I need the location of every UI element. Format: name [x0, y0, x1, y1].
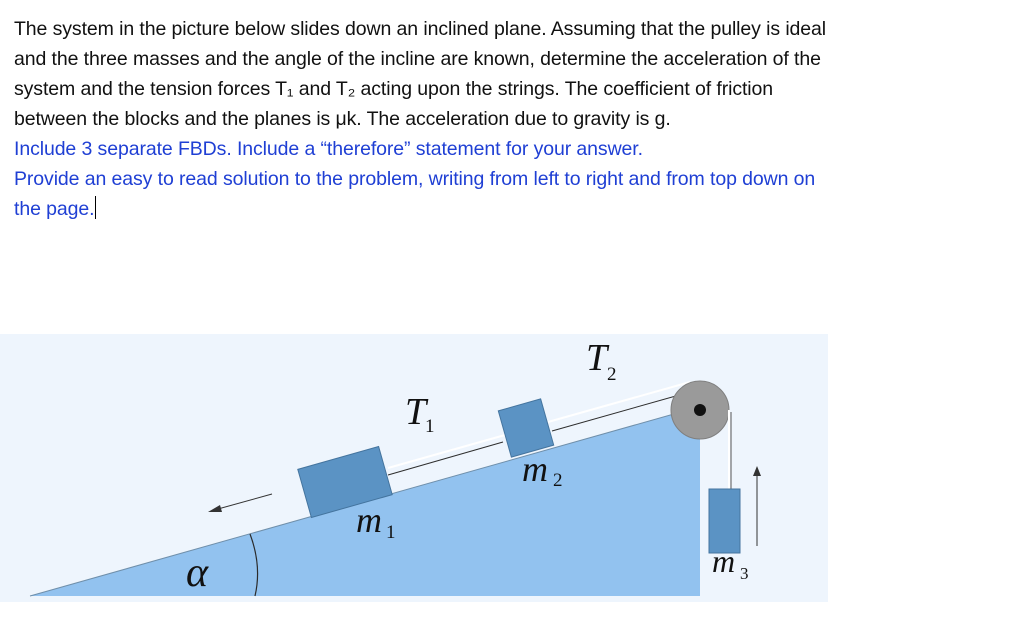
problem-line-3: system and the tension forces T₁ and T₂ acting upon the strings. The coefficient of friction	[14, 78, 774, 100]
label-m1-sub: 1	[386, 522, 396, 543]
instruction-line-1[interactable]: Include 3 separate FBDs. Include a “therefore” statement for your answer.	[14, 138, 643, 160]
label-t1: T	[405, 391, 427, 433]
label-alpha: α	[186, 550, 209, 596]
label-m3: m	[712, 543, 736, 579]
problem-line-2: and the three masses and the angle of the incline are known, determine the acceleration of the	[14, 48, 821, 70]
incline-pulley-figure	[0, 334, 828, 602]
label-t1-sub: 1	[425, 416, 435, 437]
pulley-axle	[694, 404, 706, 416]
label-m1: m	[356, 500, 382, 540]
problem-text	[14, 14, 1014, 224]
instruction-line-3[interactable]: the page.	[14, 198, 95, 220]
problem-line-4: between the blocks and the planes is μk. The acceleration due to gravity is g.	[14, 108, 671, 130]
label-m2: m	[522, 449, 548, 489]
label-m3-sub: 3	[740, 564, 749, 583]
label-m2-sub: 2	[553, 470, 563, 491]
problem-line-1: The system in the picture below slides down an inclined plane. Assuming that the pulley is ideal	[14, 18, 827, 40]
instruction-line-2[interactable]: Provide an easy to read solution to the problem, writing from left to right and from top down on	[14, 168, 816, 190]
text-cursor	[95, 196, 96, 219]
label-t2-sub: 2	[607, 364, 617, 385]
label-t2: T	[586, 337, 608, 379]
